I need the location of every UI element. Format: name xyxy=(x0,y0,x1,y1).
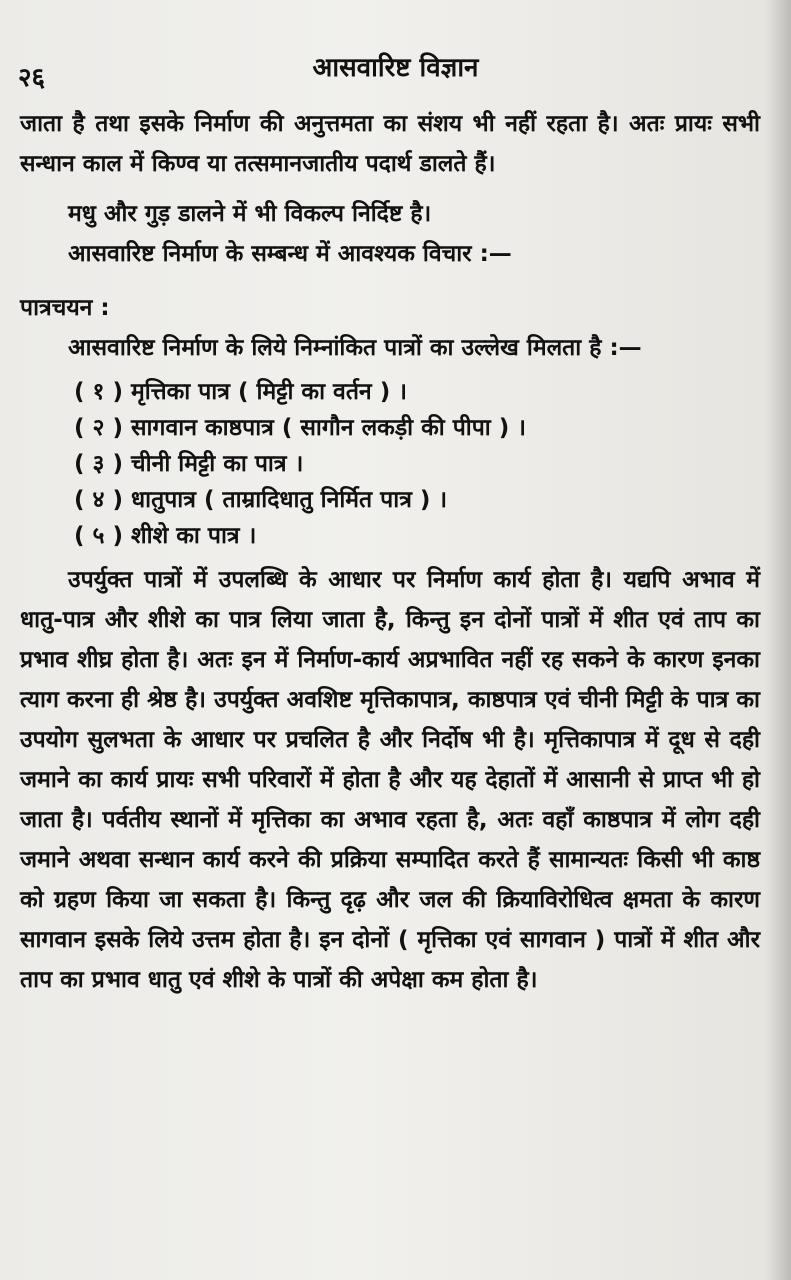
paragraph-vessel-discussion: उपर्युक्त पात्रों में उपलब्धि के आधार पर निर्माण कार्य होता है। यद्यपि अभाव में धातु-पात्र और शीशे का पात्र लिया जाता है, किन्तु इन दोनों पात्रों में शीत एवं ताप का प्रभाव शीघ्र होता है। अतः इन में निर्माण-कार्य अप्रभावित नहीं रह सकने के कारण इनका त्याग करना ही श्रेष्ठ है। उपर्युक्त अवशिष्ट मृत्तिकापात्र, काष्ठपात्र एवं चीनी मिट्टी के पात्र का उपयोग सुलभता के आधार पर प्रचलित है और निर्दोष भी है। मृत्तिकापात्र में दूध से दही जमाने का कार्य प्रायः सभी परिवारों में होता है और यह देहातों में आसानी से प्राप्त भी हो जाता है। पर्वतीय स्थानों में मृत्तिका का अभाव रहता है, अतः वहाँ काष्ठपात्र में लोग दही जमाने अथवा सन्धान कार्य करने की प्रक्रिया सम्पादित करते हैं सामान्यतः किसी भी काष्ठ को ग्रहण किया जा सकता है। किन्तु दृढ़ और जल की क्रियाविरोधित्व क्षमता के कारण सागवान इसके लिये उत्तम होता है। इन दोनों ( मृत्तिका एवं सागवान ) पात्रों में शीत और ताप का प्रभाव धातु एवं शीशे के पात्रों की अपेक्षा कम होता है। xyxy=(20,567,760,993)
paragraph-madhu-gud: मधु और गुड़ डालने में भी विकल्प निर्दिष्ट है। xyxy=(68,201,432,227)
paragraph-vichar: आसवारिष्ट निर्माण के सम्बन्ध में आवश्यक विचार :— xyxy=(68,241,512,267)
list-item: ( २ ) सागवान काष्ठपात्र ( सागौन लकड़ी की पीपा ) । xyxy=(74,415,527,441)
page-header xyxy=(18,48,773,93)
list-item: ( ५ ) शीशे का पात्र । xyxy=(74,523,257,549)
section-heading-patrachayan: पात्रचयन : xyxy=(20,295,110,321)
paragraph-continuation: जाता है तथा इसके निर्माण की अनुत्तमता का संशय भी नहीं रहता है। अतः प्रायः सभी सन्धान काल में किण्व या तत्समानजातीय पदार्थ डालते हैं। xyxy=(20,111,760,177)
list-item: ( ३ ) चीनी मिट्टी का पात्र । xyxy=(74,451,304,477)
paragraph-patra-intro: आसवारिष्ट निर्माण के लिये निम्नांकित पात्रों का उल्लेख मिलता है :— xyxy=(68,335,642,361)
paragraph-gap xyxy=(20,184,760,194)
running-title: आसवारिष्ट विज्ञान xyxy=(312,53,479,83)
page-number: २६ xyxy=(18,63,46,93)
list-item: ( १ ) मृत्तिका पात्र ( मिट्टी का वर्तन ) । xyxy=(74,379,407,405)
page-content xyxy=(20,104,760,1000)
vessel-list xyxy=(20,374,760,554)
list-item: ( ४ ) धातुपात्र ( ताम्रादिधातु निर्मित पात्र ) । xyxy=(74,487,448,513)
